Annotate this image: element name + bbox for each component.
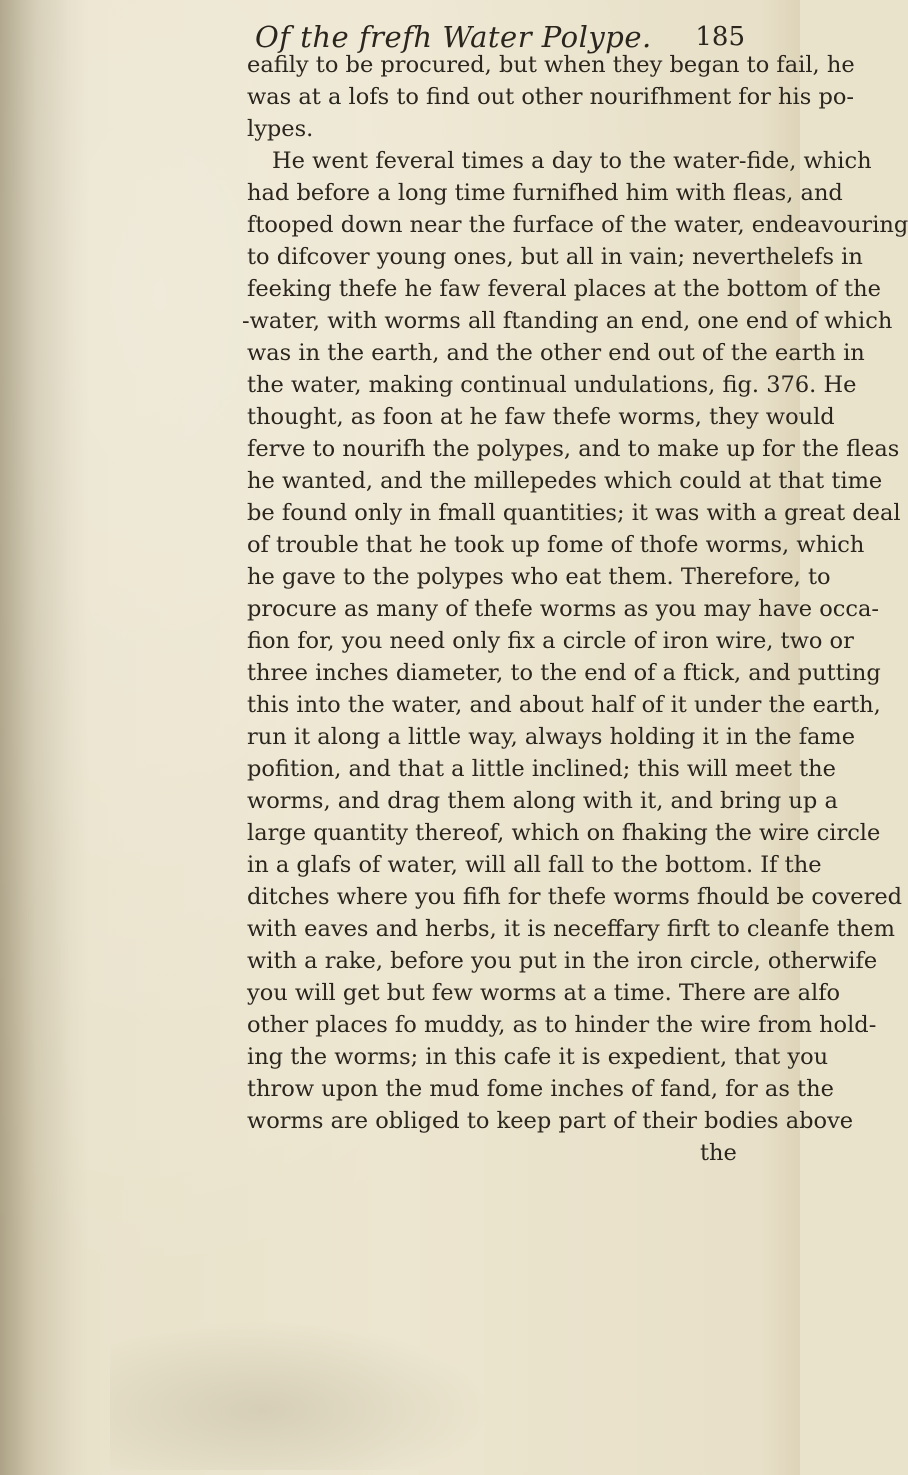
text-line: run it along a little way, always holding it in the fame xyxy=(247,724,856,750)
text-line: worms, and drag them along with it, and bring up a xyxy=(247,788,838,814)
gutter-shadow xyxy=(0,0,90,1475)
text-line: throw upon the mud fome inches of fand, for as the xyxy=(247,1076,834,1102)
catchword: the xyxy=(700,1140,737,1166)
text-line: to difcover young ones, but all in vain; neverthelefs in xyxy=(247,244,863,270)
text-line: ing the worms; in this cafe it is expedient, that you xyxy=(247,1044,829,1070)
page-number: 185 xyxy=(695,22,745,52)
text-line: feeking thefe he faw feveral places at the bottom of the xyxy=(247,276,881,302)
text-line: thought, as foon at he faw thefe worms, they would xyxy=(247,404,835,430)
text-line: ferve to nourifh the polypes, and to make up for the fleas xyxy=(247,436,900,462)
paper-stain xyxy=(110,1320,490,1470)
text-line: lypes. xyxy=(247,116,314,142)
text-line: procure as many of thefe worms as you may have occa- xyxy=(247,596,879,622)
text-line: other places fo muddy, as to hinder the wire from hold- xyxy=(247,1012,877,1038)
text-line: he wanted, and the millepedes which could at that time xyxy=(247,468,883,494)
text-line: ftooped down near the furface of the water, endeavouring xyxy=(247,212,908,238)
text-line: of trouble that he took up fome of thofe worms, which xyxy=(247,532,865,558)
text-line: was in the earth, and the other end out of the earth in xyxy=(247,340,865,366)
text-line: with eaves and herbs, it is neceffary firft to cleanfe them xyxy=(247,916,895,942)
text-line: was at a lofs to find out other nourifhment for his po- xyxy=(247,84,854,110)
running-title: Of the frefh Water Polype. xyxy=(255,20,652,54)
text-line: this into the water, and about half of it under the earth, xyxy=(247,692,881,718)
text-line: three inches diameter, to the end of a ftick, and putting xyxy=(247,660,881,686)
text-line: worms are obliged to keep part of their bodies above xyxy=(247,1108,854,1134)
text-line: you will get but few worms at a time. There are alfo xyxy=(247,980,841,1006)
text-line: eafily to be procured, but when they began to fail, he xyxy=(247,52,855,78)
text-line: in a glafs of water, will all fall to the bottom. If the xyxy=(247,852,822,878)
text-line: be found only in fmall quantities; it was with a great deal xyxy=(247,500,901,526)
text-line: large quantity thereof, which on fhaking the wire circle xyxy=(247,820,881,846)
text-line: He went feveral times a day to the water-fide, which xyxy=(272,148,872,174)
text-line: pofition, and that a little inclined; this will meet the xyxy=(247,756,836,782)
text-line: he gave to the polypes who eat them. Therefore, to xyxy=(247,564,831,590)
text-line: -water, with worms all ftanding an end, one end of which xyxy=(242,308,893,334)
text-line: with a rake, before you put in the iron circle, otherwife xyxy=(247,948,878,974)
text-line: the water, making continual undulations, fig. 376. He xyxy=(247,372,857,398)
text-line: had before a long time furnifhed him with fleas, and xyxy=(247,180,843,206)
text-line: fion for, you need only fix a circle of iron wire, two or xyxy=(247,628,854,654)
text-line: ditches where you fifh for thefe worms fhould be covered xyxy=(247,884,903,910)
